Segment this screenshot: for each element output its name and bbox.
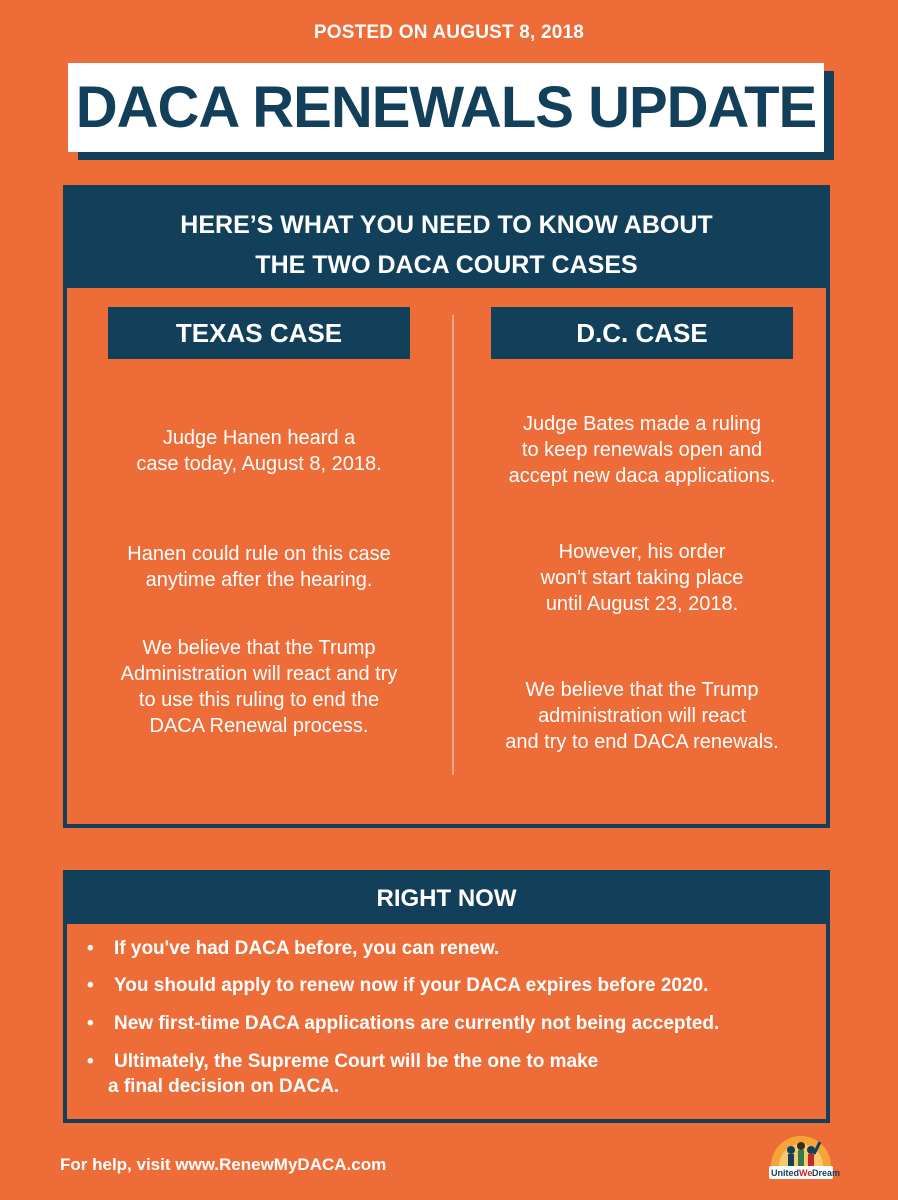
text-line: Judge Bates made a ruling: [523, 413, 761, 435]
texas-case-label: TEXAS CASE: [108, 307, 410, 359]
list-item-text: If you've had DACA before, you can renew.: [114, 938, 500, 959]
cases-header-line2: THE TWO DACA COURT CASES: [255, 251, 638, 279]
list-item-text: Ultimately, the Supreme Court will be the one to make: [114, 1051, 599, 1072]
dc-paragraph-3: [472, 677, 812, 755]
logo-text-we: We: [799, 1168, 813, 1178]
cases-header-line1: HERE’S WHAT YOU NEED TO KNOW ABOUT: [180, 211, 713, 239]
text-line: to keep renewals open and: [521, 439, 763, 461]
text-line: won't start taking place: [540, 567, 744, 589]
text-line: until August 23, 2018.: [545, 593, 739, 615]
bullet-icon: •: [87, 938, 94, 959]
title-banner: [68, 63, 824, 152]
texas-paragraph-1: [89, 425, 429, 477]
list-item-text: You should apply to renew now if your DACA expires before 2020.: [114, 975, 709, 996]
court-cases-panel: [63, 185, 830, 828]
footer-help: [60, 1155, 386, 1175]
list-item-text: New first-time DACA applications are currently not being accepted.: [114, 1013, 720, 1034]
text-line: and try to end DACA renewals.: [505, 731, 779, 753]
logo-text-dream: Dream: [812, 1168, 841, 1178]
right-now-header: RIGHT NOW: [67, 874, 826, 924]
dc-case-column: [491, 307, 793, 359]
dc-paragraph-2: [472, 539, 812, 617]
footer-prefix: For help, visit: [60, 1155, 176, 1174]
text-line: case today, August 8, 2018.: [136, 453, 382, 475]
posted-date: POSTED ON AUGUST 8, 2018: [313, 22, 585, 43]
logo-text-united: United: [771, 1168, 799, 1178]
list-item: [87, 973, 708, 998]
text-line: administration will react: [538, 705, 746, 727]
list-item-text: a final decision on DACA.: [108, 1076, 340, 1097]
texas-case-column: [108, 307, 410, 359]
bullet-icon: •: [87, 1013, 94, 1034]
text-line: We believe that the Trump: [142, 637, 376, 659]
text-line: Judge Hanen heard a: [162, 427, 356, 449]
text-line: Hanen could rule on this case: [127, 543, 391, 565]
footer-link[interactable]: www.RenewMyDACA.com: [175, 1155, 387, 1174]
texas-paragraph-2: [89, 541, 429, 593]
united-we-dream-logo: [765, 1128, 841, 1183]
bullet-icon: •: [87, 1051, 94, 1072]
text-line: However, his order: [558, 541, 726, 563]
right-now-panel: [63, 870, 830, 1123]
list-item: [87, 1011, 719, 1036]
text-line: accept new daca applications.: [508, 465, 776, 487]
text-line: DACA Renewal process.: [149, 715, 369, 737]
text-line: We believe that the Trump: [525, 679, 759, 701]
cases-header: [67, 189, 826, 288]
dc-case-label: D.C. CASE: [491, 307, 793, 359]
texas-paragraph-3: [89, 635, 429, 739]
page-title: DACA RENEWALS UPDATE: [75, 75, 817, 140]
text-line: Administration will react and try: [120, 663, 398, 685]
column-divider: [452, 315, 454, 775]
text-line: to use this ruling to end the: [138, 689, 380, 711]
dc-paragraph-1: [472, 411, 812, 489]
bullet-icon: •: [87, 975, 94, 996]
text-line: anytime after the hearing.: [145, 569, 373, 591]
list-item: [87, 936, 499, 961]
list-item: [87, 1049, 598, 1099]
